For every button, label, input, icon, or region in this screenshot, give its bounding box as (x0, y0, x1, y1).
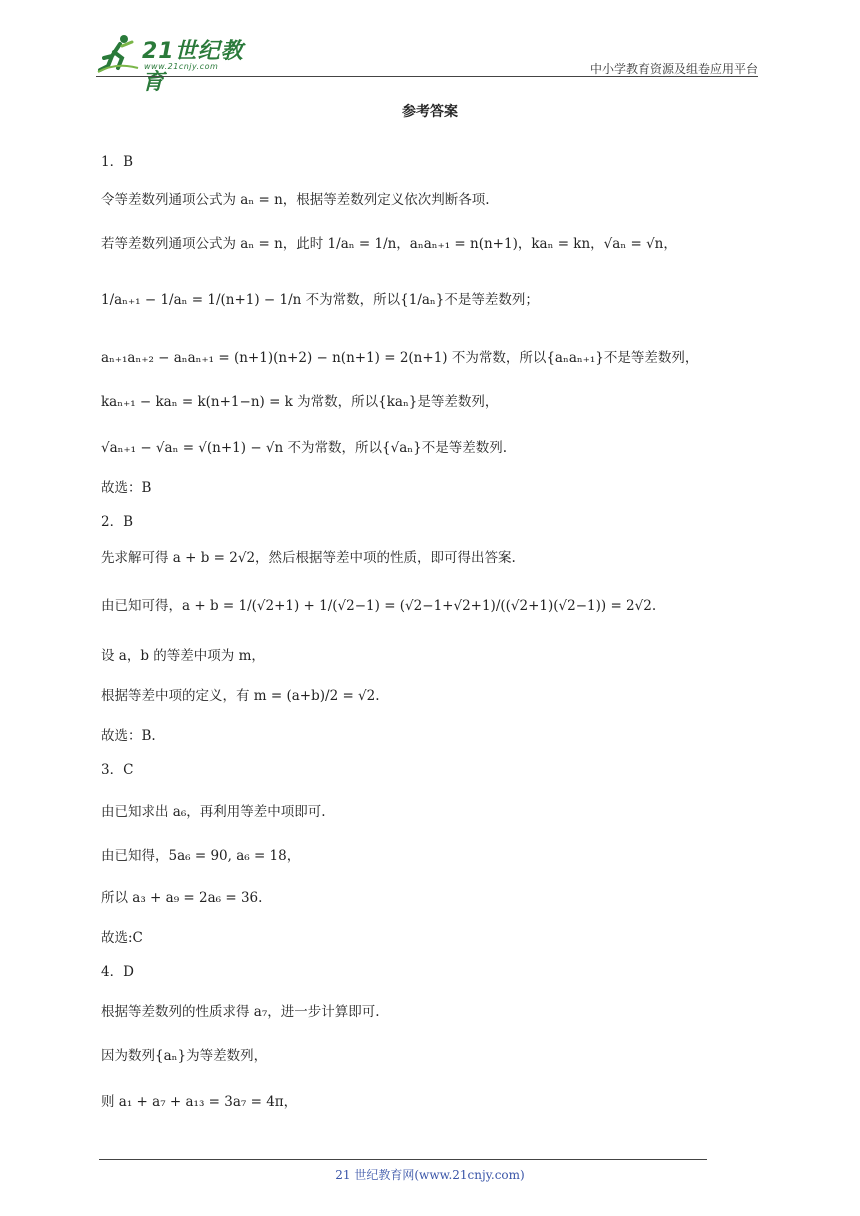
text-line: aₙ₊₁aₙ₊₂ − aₙaₙ₊₁ = (n+1)(n+2) − n(n+1) = 2(n+1) 不为常数，所以{aₙaₙ₊₁}不是等差数列， (101, 350, 699, 366)
text-line: 令等差数列通项公式为 aₙ = n，根据等差数列定义依次判断各项. (101, 192, 490, 208)
logo-text: 21世纪教育 (142, 39, 244, 95)
header-platform-text: 中小学教育资源及组卷应用平台 (589, 62, 758, 76)
page-header (96, 30, 758, 95)
text-line: 根据等差数列的性质求得 a₇，进一步计算即可. (101, 1004, 380, 1020)
logo (96, 30, 266, 95)
text-line: 因为数列{aₙ}为等差数列， (101, 1048, 268, 1064)
logo-url: www.21cnjy.com (144, 62, 219, 71)
text-line: 3．C (101, 762, 134, 778)
page-title: 参考答案 (402, 104, 458, 120)
text-line: 则 a₁ + a₇ + a₁₃ = 3a₇ = 4π， (101, 1094, 298, 1110)
text-line: 设 a，b 的等差中项为 m， (101, 648, 265, 664)
text-line: kaₙ₊₁ − kaₙ = k(n+1−n) = k 为常数，所以{kaₙ}是等差数列， (101, 394, 499, 410)
text-line: 由已知得，5a₆ = 90, a₆ = 18， (101, 848, 301, 864)
text-line: 由已知可得，a + b = 1/(√2+1) + 1/(√2−1) = (√2−1+√2+1)/((√2+1)(√2−1)) = 2√2. (101, 598, 657, 614)
text-line: 故选：B (101, 480, 152, 496)
text-line: √aₙ₊₁ − √aₙ = √(n+1) − √n 不为常数，所以{√aₙ}不是等差数列. (101, 440, 507, 456)
header-divider (96, 76, 758, 77)
text-line: 故选：B. (101, 728, 156, 744)
text-line: 所以 a₃ + a₉ = 2a₆ = 36. (101, 890, 263, 906)
text-line: 先求解可得 a + b = 2√2，然后根据等差中项的性质，即可得出答案. (101, 550, 516, 566)
footer-divider (99, 1159, 707, 1160)
text-line: 4．D (101, 964, 134, 980)
text-line: 1/aₙ₊₁ − 1/aₙ = 1/(n+1) − 1/n 不为常数，所以{1/aₙ}不是等差数列； (101, 292, 539, 308)
text-line: 1．B (101, 154, 134, 170)
text-line: 2．B (101, 514, 134, 530)
text-line: 由已知求出 a₆，再利用等差中项即可. (101, 804, 326, 820)
runner-logo-icon (96, 32, 140, 76)
text-line: 故选:C (101, 930, 143, 946)
text-line: 根据等差中项的定义，有 m = (a+b)/2 = √2. (101, 688, 380, 704)
text-line: 若等差数列通项公式为 aₙ = n，此时 1/aₙ = 1/n，aₙaₙ₊₁ = n(n+1)，kaₙ = kn，√aₙ = √n， (101, 236, 677, 252)
footer-text: 21 世纪教育网(www.21cnjy.com) (335, 1168, 525, 1182)
